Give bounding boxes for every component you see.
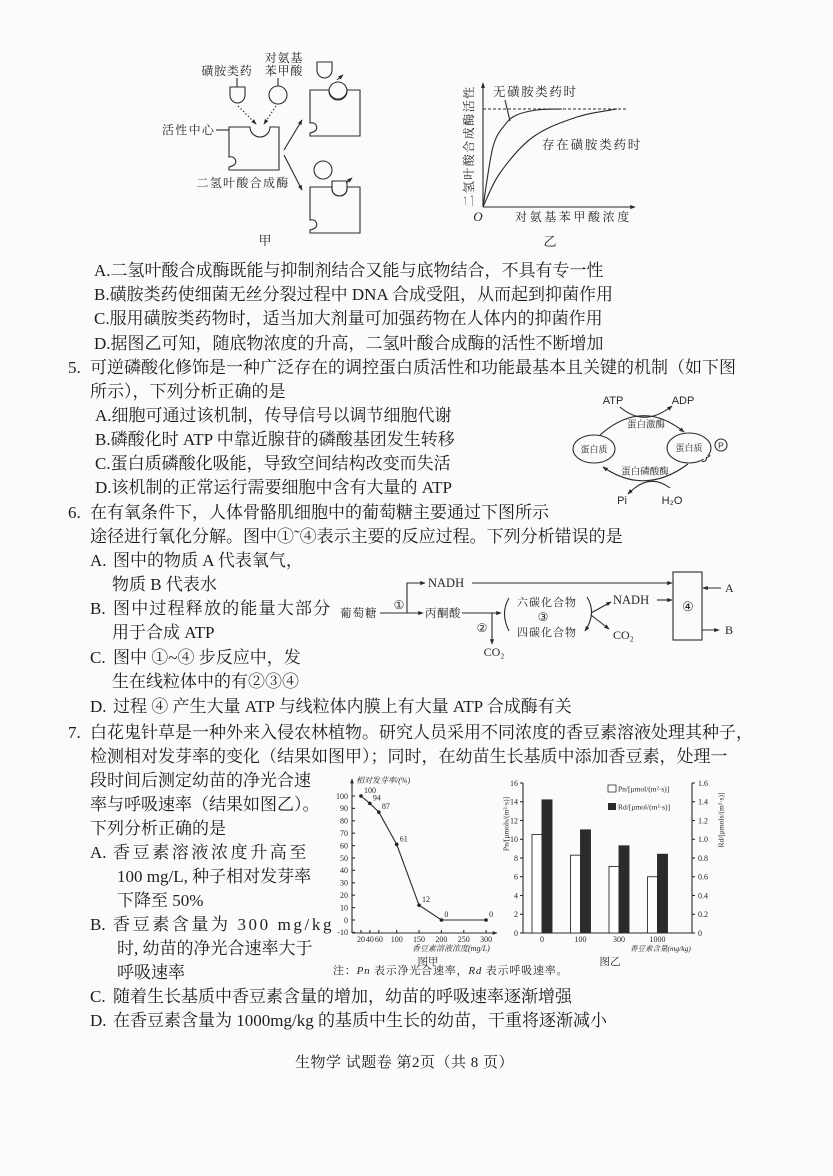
right-y-tick-label: 0 — [698, 928, 702, 938]
q7-option-a-continued: 100 mg/L, 种子相对发芽率 — [117, 867, 312, 886]
released-sulfonamide-shape — [317, 62, 332, 78]
y-tick-label: 90 — [340, 804, 348, 814]
page-footer: 生物学 试题卷 第2页（共 8 页） — [295, 1055, 515, 1071]
option-text: 磺胺类药使细菌无丝分裂过程中 DNA 合成受阻，从而起到抑菌作用 — [109, 285, 613, 304]
left-y-tick-label: 10 — [510, 835, 518, 845]
q4-option-c — [94, 307, 603, 331]
x-tick-label: 250 — [457, 935, 470, 944]
curve-without-sulfonamide — [483, 109, 562, 207]
option-label: D. — [90, 697, 107, 716]
label-paba-line2: 苯甲酸 — [264, 64, 304, 78]
bar-pn — [648, 877, 658, 933]
right-y-axis-label: Rd/[μmols/(m²·s)] — [716, 792, 726, 848]
left-y-tick-label: 0 — [514, 928, 518, 938]
label-protein-phosphatase: 蛋白磷酸酶 — [621, 467, 669, 478]
enzyme-with-substrate-shape — [310, 90, 360, 136]
label-step-4: ④ — [682, 599, 694, 614]
data-point — [440, 918, 444, 922]
label-substance-b: B — [725, 623, 734, 637]
q6-stem-line: 在有氧条件下，人体骨骼肌细胞中的葡萄糖主要通过下图所示 — [90, 503, 549, 522]
left-y-tick-label: 16 — [510, 778, 518, 788]
x-tick-label: 150 — [413, 935, 426, 944]
curve-with-sulfonamide — [483, 109, 617, 207]
water-to-pi-arrow — [628, 481, 670, 494]
x-tick-label: 60 — [374, 935, 383, 944]
q6-option-a-continued: 物质 B 代表水 — [112, 575, 217, 594]
q6-option-c — [90, 646, 301, 670]
series-label-with-sulfonamide: 存在磺胺类药时 — [542, 138, 643, 152]
label-water: H₂O — [661, 495, 683, 507]
option-label: D. — [90, 1011, 107, 1030]
data-label: 12 — [422, 895, 431, 905]
label-sulfonamide: 磺胺类药 — [201, 64, 253, 78]
option-label: B. — [94, 285, 110, 304]
q5-option-c — [95, 452, 451, 476]
option-label: B. — [90, 599, 106, 618]
note-pn-description: 表示净光合速率， — [370, 965, 469, 977]
label-co2-cycle: CO₂ — [613, 628, 634, 642]
data-label: 100 — [363, 786, 376, 795]
q5-option-d — [95, 476, 452, 500]
bar-rd — [542, 800, 552, 933]
label-atp: ATP — [602, 395, 624, 407]
chart-pn-rd-bars — [495, 772, 735, 967]
y-tick-label: 10 — [340, 903, 348, 913]
option-text: 香豆素溶液浓度升高至 — [113, 843, 309, 862]
x-tick-label: 100 — [390, 935, 403, 944]
left-y-tick-label: 12 — [510, 816, 518, 826]
option-label: D. — [95, 478, 112, 497]
right-y-tick-label: 0.2 — [698, 910, 708, 920]
cycle-left-bracket — [505, 598, 510, 631]
plot-area — [483, 109, 627, 207]
figure-caption-yi: 乙 — [543, 234, 557, 249]
data-point — [359, 794, 363, 798]
right-y-tick-label: 1.2 — [698, 816, 708, 826]
note-rd-description: 表示呼吸速率。 — [482, 965, 569, 977]
q7-stem-line: 白花鬼针草是一种外来入侵农林植物。研究人员采用不同浓度的香豆素溶液处理其种子， — [90, 723, 753, 742]
label-pyruvate: 丙酮酸 — [425, 608, 461, 620]
q7-option-b-continued: 时, 幼苗的净光合速率大于 — [117, 939, 313, 958]
left-y-tick-label: 6 — [514, 872, 518, 882]
option-text: 图中过程释放的能量大部分 — [113, 599, 332, 618]
y-tick-label: 40 — [340, 866, 348, 876]
x-tick-label: 200 — [435, 935, 448, 944]
option-label: B. — [90, 915, 106, 934]
series-label-leader-line — [505, 100, 510, 121]
bound-sulfonamide-shape — [332, 181, 347, 196]
paba-shape — [269, 86, 287, 104]
data-point — [395, 843, 399, 847]
label-substance-a: A — [725, 581, 734, 595]
chart-title: 图乙 — [599, 957, 621, 968]
figure-caption-jia: 甲 — [258, 233, 272, 248]
label-co2-step2: CO₂ — [483, 645, 505, 659]
label-paba-line1: 对氨基 — [264, 51, 304, 65]
y-axis-label: 二氢叶酸合成酶活性 — [462, 85, 476, 207]
option-text: 二氢叶酸合成酶既能与抑制剂结合又能与底物结合，不具有专一性 — [110, 261, 604, 280]
option-label: A. — [95, 406, 112, 425]
label-protein-kinase: 蛋白激酶 — [626, 420, 666, 431]
option-text: 据图乙可知，随底物浓度的升高，二氢叶酸合成酶的活性不断增加 — [110, 334, 604, 353]
q5-option-b — [95, 428, 455, 452]
q7-option-c — [90, 985, 572, 1009]
label-nadh-glycolysis: NADH — [428, 576, 465, 590]
origin-label: O — [473, 209, 483, 224]
y-tick-label: 60 — [340, 841, 348, 851]
label-four-carbon-compound: 四碳化合物 — [517, 627, 577, 639]
figure-phosphorylation-cycle — [560, 388, 750, 510]
label-enzyme: 二氢叶酸合成酶 — [196, 176, 290, 190]
x-tick-label: 100 — [574, 935, 587, 944]
x-axis-label: 对氨基苯甲酸浓度 — [515, 210, 632, 224]
q7-option-a-continued: 下降至 50% — [117, 891, 204, 910]
label-step-2: ② — [476, 621, 488, 635]
q6-option-c-continued: 生在线粒体中的有②③④ — [112, 672, 299, 691]
legend-label-pn: Pn/[μmol/(m²·s)] — [618, 784, 670, 794]
y-tick-label: 100 — [336, 791, 348, 801]
q6-option-a — [90, 549, 303, 573]
y-tick-label: 80 — [340, 816, 348, 826]
data-label: 0 — [489, 910, 494, 919]
option-label: D. — [94, 334, 111, 353]
enzyme-shape — [229, 127, 279, 170]
right-y-tick-label: 1.6 — [698, 778, 708, 788]
legend-label-rd: Rd/[μmol/(m²·s)] — [618, 802, 671, 812]
arrow-to-substrate-bound-state — [284, 120, 302, 150]
option-text: 细胞可通过该机制，传导信号以调节细胞代谢 — [111, 406, 452, 425]
right-y-tick-label: 0.8 — [698, 853, 708, 863]
q7-option-b — [90, 913, 334, 937]
left-y-tick-label: 8 — [514, 853, 518, 863]
option-label: C. — [94, 309, 110, 328]
q6-option-b-continued: 用于合成 ATP — [112, 623, 215, 642]
label-step-1: ① — [393, 598, 405, 612]
q5-stem-line: 可逆磷酸化修饰是一种广泛存在的调控蛋白质活性和功能最基本且关键的机制（如下图 — [90, 358, 736, 377]
data-label: 61 — [399, 834, 408, 844]
option-text: 服用磺胺类药物时，适当加大剂量可加强药物在人体内的抑菌作用 — [109, 309, 603, 328]
option-text: 图中的物质 A 代表氧气， — [113, 551, 303, 570]
option-label: B. — [95, 430, 111, 449]
q7-stem-line: 段时间后测定幼苗的净光合速 — [90, 771, 311, 790]
bar-rd — [581, 830, 591, 933]
release-arrow — [337, 75, 343, 80]
q4-option-a — [94, 259, 604, 283]
sulfonamide-binding-dotted-arrow — [238, 106, 256, 124]
figure-glucose-oxidation-pathway — [335, 565, 735, 660]
y-tick-label: 30 — [340, 878, 348, 888]
label-adp: ADP — [671, 395, 695, 407]
q7-option-b-continued: 呼吸速率 — [117, 963, 185, 982]
option-label: A. — [94, 261, 111, 280]
q4-option-d — [94, 332, 604, 356]
data-label: 87 — [381, 802, 390, 812]
figure-yi-enzyme-activity-chart — [455, 78, 655, 255]
q4-option-b — [94, 283, 613, 307]
label-phosphate-group: P — [718, 440, 724, 451]
q5-stem-line: 所示），下列分析正确的是 — [90, 382, 286, 401]
bar-rd — [658, 854, 668, 933]
x-tick-label: 300 — [613, 935, 625, 944]
label-active-site: 活性中心 — [162, 123, 216, 137]
q7-stem-line: 检测相对发芽率的变化（结果如图甲）；同时，在幼苗生长基质中添加香豆素，处理一 — [90, 747, 728, 766]
x-tick-label: 0 — [540, 935, 544, 944]
y-tick-label: -10 — [337, 928, 348, 938]
y-axis-label: 相对发芽率/(%) — [356, 776, 411, 785]
bound-paba-shape — [329, 82, 347, 100]
label-protein: 蛋白质 — [580, 444, 608, 455]
bar-pn — [571, 855, 581, 933]
option-label: C. — [95, 454, 111, 473]
label-glucose: 葡萄糖 — [340, 608, 378, 620]
right-y-tick-label: 1.4 — [698, 797, 708, 807]
option-text: 在香豆素含量为 1000mg/kg 的基质中生长的幼苗，干重将逐渐减小 — [113, 1011, 607, 1030]
plot-area — [336, 786, 493, 944]
data-point — [368, 802, 372, 806]
q6-stem-line: 途径进行氧化分解。图中①˜④表示主要的反应过程。下列分析错误的是 — [90, 527, 623, 546]
left-y-axis-label: Pn/[μmols/(m²·s)] — [501, 796, 511, 852]
x-tick-label: 40 — [365, 935, 374, 944]
y-tick-label: 0 — [344, 915, 348, 925]
chart-note — [333, 963, 568, 979]
label-pi: Pi — [617, 495, 627, 507]
data-point — [484, 918, 488, 922]
label-phosphorylated-protein: 蛋白质 — [675, 443, 703, 453]
chart-relative-germination-rate — [325, 772, 510, 967]
option-label: C. — [90, 987, 106, 1006]
option-label: A. — [90, 551, 107, 570]
bar-pn — [609, 866, 619, 933]
bar-pn — [532, 835, 542, 933]
legend-swatch-pn — [608, 785, 616, 792]
q7-option-d — [90, 1009, 607, 1033]
cycle-right-bracket-arrow — [585, 597, 592, 631]
cycle-to-nadh-arrow — [591, 602, 611, 613]
data-label: 0 — [444, 910, 449, 919]
paba-binding-dotted-arrow — [264, 106, 276, 124]
y-tick-label: 50 — [340, 853, 348, 863]
bar-rd — [619, 846, 629, 933]
option-label: A. — [90, 843, 107, 862]
x-tick-label: 1000 — [649, 935, 666, 944]
series-label-without-sulfonamide: 无磺胺类药时 — [493, 85, 578, 99]
figure-jia-enzyme-diagram — [150, 40, 420, 255]
q5-number: 5. — [68, 358, 81, 377]
note-rd-symbol: Rd — [468, 965, 483, 977]
option-text: 香豆素含量为 300 mg/kg — [113, 915, 335, 934]
option-text: 过程 ④ 产生大量 ATP 与线粒体内膜上有大量 ATP 合成酶有关 — [113, 697, 572, 716]
y-tick-label: 20 — [340, 891, 348, 900]
right-y-tick-label: 0.6 — [698, 872, 708, 882]
x-axis-label: 香豆素溶液浓度(mg/L) — [412, 944, 490, 953]
label-step-3: ③ — [537, 610, 549, 624]
q6-option-b — [90, 597, 331, 621]
x-tick-label: 20 — [356, 935, 365, 944]
option-text: 图中 ①~④ 步反应中，发 — [113, 648, 301, 667]
option-text: 磷酸化时 ATP 中靠近腺苷的磷酸基团发生转移 — [110, 430, 455, 449]
q7-option-a — [90, 841, 309, 865]
q7-stem-line: 率与呼吸速率（结果如图乙）。 — [90, 795, 320, 814]
q6-number: 6. — [68, 503, 81, 522]
right-y-tick-label: 0.4 — [698, 891, 708, 901]
data-point — [377, 810, 381, 814]
option-text: 该机制的正常运行需要细胞中含有大量的 ATP — [111, 478, 453, 497]
left-y-tick-label: 4 — [514, 891, 518, 901]
free-paba-shape — [314, 161, 332, 179]
legend-swatch-rd — [608, 803, 616, 810]
right-y-tick-label: 1.0 — [698, 835, 708, 845]
data-point — [417, 903, 421, 907]
q5-option-a — [95, 404, 452, 428]
cycle-to-co2-arrow — [591, 615, 609, 629]
enzyme-with-inhibitor-shape — [310, 187, 360, 233]
chart-title: 图甲 — [417, 957, 439, 968]
left-y-tick-label: 2 — [514, 910, 518, 920]
q6-option-d — [90, 695, 572, 719]
q7-stem-line: 下列分析正确的是 — [90, 819, 226, 838]
sulfonamide-shape — [230, 87, 245, 103]
data-label: 94 — [372, 793, 381, 803]
x-tick-label: 300 — [480, 935, 493, 944]
option-label: C. — [90, 648, 106, 667]
note-prefix: 注： — [333, 965, 357, 977]
option-text: 蛋白质磷酸化吸能，导致空间结构改变而失活 — [110, 454, 451, 473]
option-text: 随着生长基质中香豆素含量的增加，幼苗的呼吸速率逐渐增强 — [113, 987, 572, 1006]
label-six-carbon-compound: 六碳化合物 — [517, 597, 577, 609]
x-axis-label: 香豆素含量(mg/kg) — [630, 944, 691, 953]
q7-number: 7. — [68, 723, 81, 742]
branch-to-nadh-arrow — [407, 583, 425, 613]
left-y-tick-label: 14 — [510, 797, 518, 807]
label-nadh-cycle: NADH — [613, 593, 650, 607]
y-tick-label: 70 — [340, 829, 348, 838]
note-pn-symbol: Pn — [356, 965, 371, 977]
